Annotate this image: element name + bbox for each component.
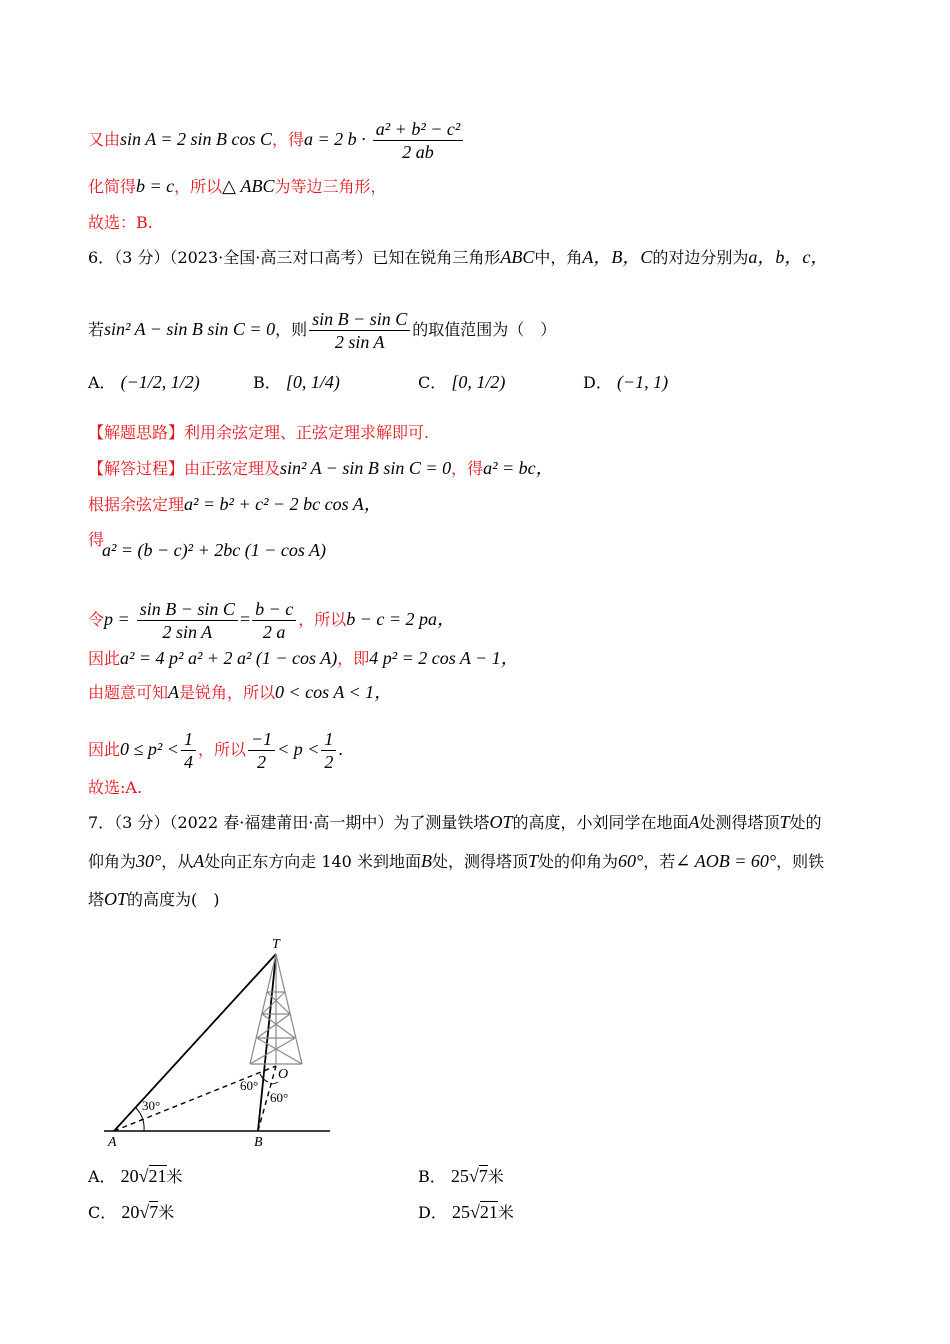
option-coef: 25 [451, 1202, 470, 1222]
text: 因此 [88, 740, 121, 759]
period: . [338, 739, 343, 759]
option-label: B． [418, 1167, 446, 1186]
sol6-idea: 【解题思路】利用余弦定理、正弦定理求解即可. [88, 423, 430, 442]
text: 又由 [88, 130, 121, 149]
option-coef: 20 [121, 1202, 140, 1222]
denominator: 4 [183, 752, 193, 772]
equation: △ ABC [222, 176, 275, 196]
sol6-process [88, 458, 554, 479]
text: 的高度为( ) [127, 890, 220, 909]
denominator: 2 ab [402, 142, 434, 162]
denominator: 2 sin A [334, 332, 385, 352]
equation: 60° [618, 851, 644, 871]
numerator: −1 [248, 728, 275, 751]
option-value: [0, 1/4) [285, 372, 340, 392]
text: ，得 [272, 130, 305, 149]
text: 的取值范围为（ ） [412, 320, 557, 339]
option-label: D． [418, 1203, 447, 1222]
text: ，所以 [298, 610, 347, 629]
option-value: [0, 1/2) [451, 372, 506, 392]
option-unit: 米 [166, 1167, 183, 1186]
fraction [137, 598, 238, 643]
text: 6．（3 分）（2023·全国·高三对口高考）已知在锐角三角形 [88, 248, 501, 267]
solution5-answer: 故选：B. [88, 213, 153, 232]
equation: A，B，C [582, 247, 653, 267]
label-60deg-a: 60° [240, 1078, 259, 1093]
sol6-de-label: 得 [88, 530, 105, 549]
fraction [373, 118, 463, 163]
q6-line2 [88, 308, 556, 353]
text: 的高度，小刘同学在地面 [512, 813, 689, 832]
line-AT [114, 954, 276, 1131]
text: ，若 [643, 852, 676, 871]
q6-option-d[interactable] [583, 370, 668, 393]
label-O: O [278, 1067, 289, 1082]
option-value: (−1/2, 1/2) [120, 372, 200, 392]
text: ，得 [451, 459, 484, 478]
q7-line3 [88, 889, 220, 910]
option-unit: 米 [497, 1203, 514, 1222]
sol6-de-eq [102, 540, 326, 561]
equation: a² = bc， [483, 458, 554, 478]
numerator: 1 [181, 728, 196, 751]
label-60deg-b: 60° [270, 1090, 289, 1105]
denominator: 2 sin A [162, 622, 213, 642]
equation: A [168, 682, 180, 702]
root-sign: √ [468, 1166, 479, 1186]
option-label: D． [583, 373, 612, 392]
text: 令 [88, 610, 105, 629]
text: 为等边三角形， [274, 177, 387, 196]
equation: A [193, 851, 205, 871]
label-T: T [272, 937, 280, 952]
equation: p = [104, 609, 130, 629]
denominator: 2 [324, 752, 334, 772]
equation: 0 ≤ p² < [120, 739, 179, 759]
option-unit: 米 [158, 1203, 175, 1222]
option-label: C． [418, 373, 447, 392]
equation: T [527, 851, 538, 871]
text: 的对边分别为 [652, 248, 749, 267]
q7-line2 [88, 851, 824, 872]
option-label: A． [88, 373, 116, 392]
fraction [321, 728, 336, 773]
text: 因此 [88, 649, 121, 668]
text: ，则铁 [776, 852, 825, 871]
text: 根据余弦定理 [88, 495, 185, 514]
option-root: 21 [479, 1202, 498, 1222]
option-label: A． [88, 1167, 116, 1186]
text: 塔 [88, 890, 105, 909]
equation: T [779, 812, 790, 832]
label-A: A [108, 1135, 117, 1150]
text: 处的仰角为 [537, 852, 618, 871]
option-root: 7 [478, 1166, 488, 1186]
sol6-ling: 令p = $\frac{\text{sin B − sin C}}{\text{2 sin A}}$ = $\frac{b - c}{2 a}$ ，所以b − c = 2 pa， [88, 599, 456, 642]
numerator: sin B − sin C [309, 308, 410, 331]
numerator: b − c [252, 598, 296, 621]
sol6-answer: 故选:A. [88, 778, 143, 797]
equation: OT [489, 812, 513, 832]
equation: ∠ AOB = 60° [675, 851, 777, 871]
option-root: 21 [148, 1166, 167, 1186]
tower-figure [100, 932, 340, 1152]
q7-option-a[interactable] [88, 1164, 183, 1187]
text: 处向正东方向走 140 米到地面 [204, 852, 421, 871]
text: ，即 [337, 649, 370, 668]
root-sign: √ [469, 1202, 480, 1222]
numerator: a² + b² − c² [373, 118, 463, 141]
text: 处的 [789, 813, 822, 832]
solution5-line2 [88, 176, 387, 197]
option-label: B． [253, 373, 281, 392]
denominator: 2 [257, 752, 267, 772]
text: 中，角 [534, 248, 583, 267]
text: 处，测得塔顶 [431, 852, 528, 871]
text: 7．（3 分）（2022 春·福建莆田·高一期中）为了测量铁塔 [88, 813, 490, 832]
q7-option-b[interactable] [418, 1164, 504, 1187]
equation: 4 p² = 2 cos A − 1， [369, 648, 519, 668]
text: 仰角为 [88, 852, 137, 871]
equation: < p < [277, 739, 320, 759]
label-B: B [254, 1135, 263, 1150]
root-sign: √ [138, 1166, 149, 1186]
q7-option-c[interactable] [88, 1200, 174, 1223]
q7-option-d[interactable] [418, 1200, 514, 1223]
equation: A [688, 812, 700, 832]
fraction [252, 598, 296, 643]
numerator: 1 [321, 728, 336, 751]
equation: a，b，c， [748, 247, 829, 267]
sol6-yin [88, 648, 519, 669]
tower-drawing [250, 954, 302, 1064]
fraction [181, 728, 196, 773]
equation: sin² A − sin B sin C = 0 [104, 319, 276, 339]
option-unit: 米 [487, 1167, 504, 1186]
sol6-yinci [88, 728, 343, 773]
text: 由题意可知 [88, 683, 169, 702]
q6-option-a[interactable] [88, 370, 200, 393]
text: 【解答过程】由正弦定理及 [88, 459, 281, 478]
equation: sin² A − sin B sin C = 0 [280, 458, 452, 478]
label-30deg: 30° [142, 1098, 161, 1113]
denominator: 2 a [262, 622, 286, 642]
text: ，从 [161, 852, 194, 871]
line-AO [114, 1066, 276, 1131]
equation: sin A = 2 sin B cos C [120, 129, 273, 149]
fraction [248, 728, 275, 773]
option-coef: 20 [120, 1166, 139, 1186]
option-root: 7 [149, 1202, 159, 1222]
q6-option-b[interactable] [253, 370, 340, 393]
equation: 30° [136, 851, 162, 871]
equation: b = c [136, 176, 175, 196]
text: ，所以 [197, 740, 246, 759]
text: 处测得塔顶 [699, 813, 780, 832]
q6-option-c[interactable] [418, 370, 505, 393]
text: 化简得 [88, 177, 137, 196]
text: ，则 [275, 320, 308, 339]
numerator: sin B − sin C [137, 598, 238, 621]
equation: a² = (b − c)² + 2bc (1 − cos A) [102, 540, 326, 560]
equation: ABC [500, 247, 535, 267]
fraction [309, 308, 410, 353]
option-label: C． [88, 1203, 117, 1222]
equation: a = 2 b · [304, 129, 366, 149]
sol6-you [88, 682, 392, 703]
sol6-cosine [88, 494, 382, 515]
option-value: (−1, 1) [616, 372, 669, 392]
q6-line1 [88, 247, 828, 268]
text: 是锐角，所以 [179, 683, 276, 702]
option-coef: 25 [450, 1166, 469, 1186]
equation: 0 < cos A < 1， [275, 682, 393, 702]
q7-line1 [88, 812, 822, 833]
solution5-line1 [88, 118, 465, 163]
root-sign: √ [139, 1202, 150, 1222]
equation: a² = 4 p² a² + 2 a² (1 − cos A) [120, 648, 338, 668]
equation: a² = b² + c² − 2 bc cos A， [184, 494, 382, 514]
equation: B [420, 851, 432, 871]
text: 若 [88, 320, 105, 339]
text: ，所以 [174, 177, 223, 196]
equation: b − c = 2 pa， [346, 609, 456, 629]
equation: OT [104, 889, 128, 909]
